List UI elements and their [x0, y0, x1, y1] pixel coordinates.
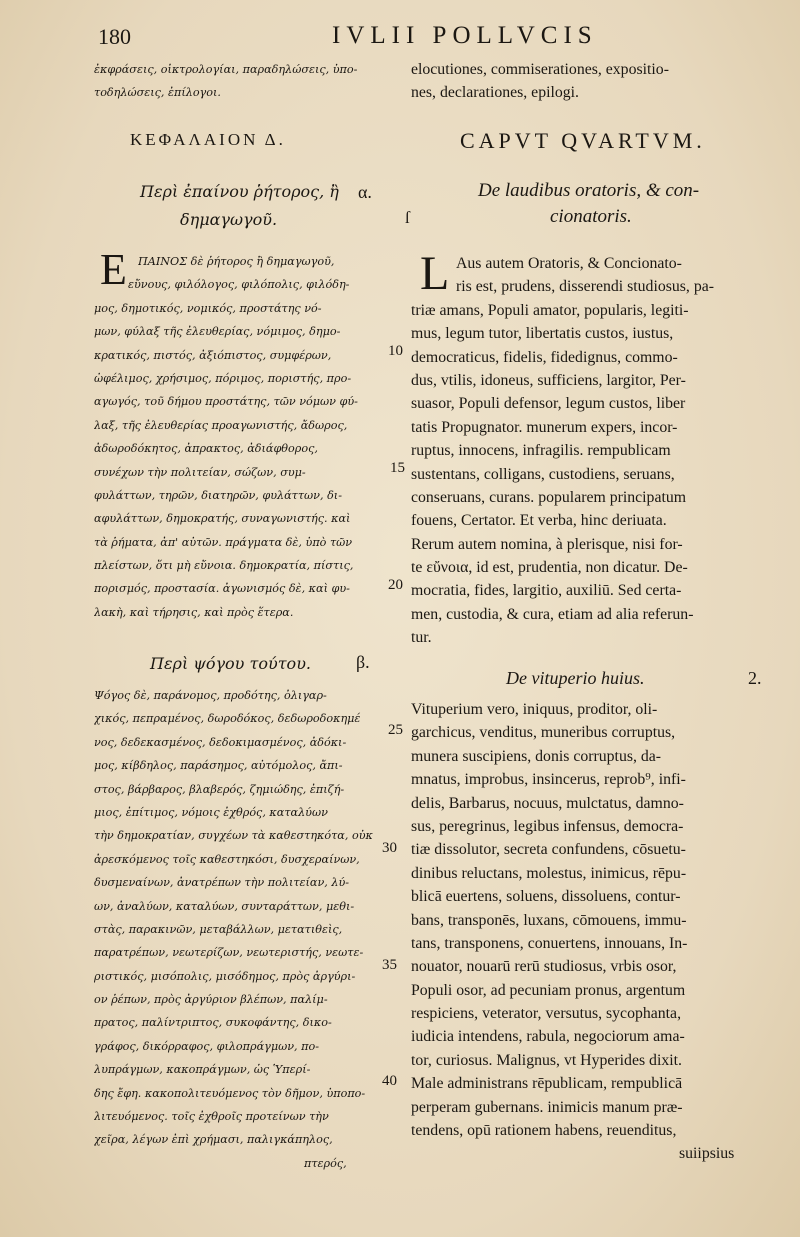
latin-line: perperam gubernans. inimicis manum præ-: [411, 1098, 683, 1116]
greek-line: ὠφέλιμος, χρήσιμος, πόριμος, ποριστής, προ-: [94, 371, 352, 385]
greek-line: πτερός,: [304, 1156, 347, 1170]
greek-line: τὴν δημοκρατίαν, συγχέων τὰ καθεστηκότα, οὐκ: [94, 829, 373, 843]
intro-latin-line: nes, declarationes, epilogi.: [411, 84, 580, 102]
greek-line: εὔνους, φιλόλογος, φιλόπολις, φιλόδη-: [128, 278, 350, 292]
latin-line: tor, curiosus. Malignus, vt Hyperides dixit.: [411, 1051, 682, 1069]
greek-line: λιτευόμενος. τοῖς ἐχθροῖς προτείνων τὴν: [94, 1110, 329, 1124]
chapter-heading-greek: ΚΕΦΑΛΑΙΟΝ Δ.: [130, 130, 286, 149]
latin-line: te εὔνοια, id est, prudentia, non dicatur. De-: [411, 559, 688, 577]
latin-line: fouens, Certator. Et verba, hinc deriuata.: [411, 512, 667, 530]
latin-line: tans, transponens, conuertens, innouans, In-: [411, 934, 688, 952]
latin-line: Populi osor, ad pecuniam pronus, argentum: [411, 981, 686, 999]
margin-mark: ſ: [405, 208, 410, 227]
section1-greek-body-second: [128, 273, 394, 296]
section1-greek-body-first: [138, 250, 394, 273]
greek-line: κρατικός, πιστός, ἀξιόπιστος, συμφέρων,: [94, 348, 332, 362]
greek-line: ἀρεσκόμενος τοῖς καθεστηκόσι, δυσχεραίνων,: [94, 852, 360, 866]
latin-line: tiæ dissolutor, secreta confundens, cōsuetu-: [411, 841, 686, 859]
greek-line: αφυλάττων, δημοκρατής, συναγωνιστής. καὶ: [94, 512, 351, 526]
greek-line: παρατρέπων, νεωτερίζων, νεωτεριστής, νεωτε-: [94, 946, 364, 960]
line-number: 15: [390, 460, 405, 476]
greek-line: τὰ ῥήματα, ἀπ' αὐτῶν. πράγματα δὲ, ὑπὸ τῶν: [94, 535, 353, 549]
latin-line: ruptus, innocens, infragilis. rempublicam: [411, 442, 671, 460]
line-number: 10: [388, 343, 403, 359]
section2-greek-title: Περὶ ψόγου τούτου.: [150, 654, 311, 673]
greek-line: μων, φύλαξ τῆς ἐλευθερίας, νόμιμος, δημο-: [94, 325, 341, 339]
latin-line: munera suscipiens, donis corruptus, da-: [411, 747, 662, 765]
latin-line: bans, transponēs, luxans, cōmouens, immu-: [411, 911, 687, 929]
latin-line: democraticus, fidelis, fidedignus, commo-: [411, 348, 678, 366]
greek-line: μος, κίβδηλος, παράσημος, αὐτόμολος, ἄπι-: [94, 759, 343, 773]
latin-drop-cap: L: [420, 247, 450, 300]
latin-line: delis, Barbarus, nocuus, mulctatus, damno-: [411, 794, 684, 812]
latin-line: dinibus reluctans, molestus, inimicus, rēpu-: [411, 864, 687, 882]
latin-line: men, custodia, & cura, etiam ad alia referun-: [411, 605, 694, 623]
greek-line: Ψόγος δὲ, παράνομος, προδότης, ὀλιγαρ-: [94, 689, 327, 702]
latin-line: respiciens, veterator, versutus, sycophanta,: [411, 1005, 682, 1023]
page-number: 180: [98, 24, 131, 49]
section1-greek-number: α.: [358, 182, 372, 202]
greek-line: νος, δεδεκασμένος, δεδοκιμασμένος, ἀδόκι-: [94, 735, 347, 749]
line-number: 20: [388, 577, 403, 593]
greek-line: δης ἔφη. κακοπολιτευόμενος τὸν δῆμον, ὑποπο-: [94, 1086, 366, 1100]
latin-line: Male administrans rēpublicam, rempublicā: [411, 1075, 683, 1093]
line-number: 35: [382, 957, 397, 973]
greek-line: ΠΑΙΝΟΣ δὲ ῥήτορος ἢ δημαγωγοῦ,: [138, 255, 335, 268]
latin-line: suasor, Populi defensor, legum custos, liber: [411, 395, 686, 413]
section2-greek-body: [94, 684, 390, 1175]
latin-line: tur.: [411, 629, 432, 647]
greek-line: δυσμεναίνων, ἀνατρέπων τὴν πολιτείαν, λύ-: [94, 876, 350, 890]
line-number: 25: [388, 722, 403, 738]
greek-line: ων, ἀναλύων, καταλύων, συνταράττων, μεθι-: [94, 899, 355, 913]
section2-latin-number: 2.: [748, 668, 762, 688]
greek-line: μιος, ἐπίτιμος, νόμοις ἐχθρός, καταλύων: [94, 805, 328, 819]
line-number: 30: [382, 840, 397, 856]
latin-line: sustentans, colligans, custodiens, seruans,: [411, 465, 675, 483]
latin-line: nouator, nouarū rerū studiosus, vrbis osor,: [411, 958, 677, 976]
greek-line: φυλάττων, τηρῶν, διατηρῶν, φυλάττων, δι-: [94, 488, 342, 502]
latin-line: sus, peregrinus, legibus infensus, democra-: [411, 817, 684, 835]
latin-line: Aus autem Oratoris, & Concionato-: [456, 255, 682, 272]
greek-line: στὰς, παρακινῶν, μεταβάλλων, μετατιθεὶς,: [94, 922, 343, 936]
intro-greek: [94, 58, 390, 105]
line-number: 40: [382, 1073, 397, 1089]
greek-drop-cap: Ε: [100, 245, 127, 294]
latin-line: mus, legum tutor, libertatis custos, iustus,: [411, 325, 674, 343]
intro-greek-line: ἐκφράσεις, οἰκτρολογίαι, παραδηλώσεις, ὑπο-: [94, 63, 358, 76]
section1-latin-body-first: [456, 252, 776, 299]
latin-line: conseruans, curans. popularem principatum: [411, 488, 687, 506]
latin-line: blicā euertens, soluens, dissoluens, contur-: [411, 888, 681, 906]
latin-line: suiipsius: [679, 1145, 735, 1163]
section2-greek-number: β.: [356, 652, 370, 672]
latin-line: Rerum autem nomina, à plerisque, nisi for-: [411, 535, 683, 553]
latin-line: mnatus, improbus, insincerus, reprob⁹, infi-: [411, 771, 686, 789]
latin-line: mocratia, fides, largitio, auxiliū. Sed certa-: [411, 582, 682, 600]
greek-line: χεῖρα, λέγων ἐπὶ χρήμασι, παλιγκάπηλος,: [94, 1133, 333, 1147]
latin-line: ris est, prudens, disserendi studiosus, pa-: [456, 278, 714, 296]
running-title: IVLII POLLVCIS: [332, 22, 598, 49]
greek-line: γράφος, δικόρραφος, φιλοπράγμων, πο-: [94, 1039, 320, 1053]
greek-line: συνέχων τὴν πολιτείαν, σώζων, συμ-: [94, 465, 306, 479]
greek-line: ἀδωροδόκητος, ἀπρακτος, ἀδιάφθορος,: [94, 442, 318, 456]
chapter-heading-latin: CAPVT QVARTVM.: [460, 128, 706, 153]
greek-line: μος, δημοτικός, νομικός, προστάτης νό-: [94, 301, 322, 315]
latin-line: dus, vtilis, idoneus, sufficiens, largitor, Per-: [411, 371, 686, 389]
greek-line: πορισμός, προστασία. ἀγωνισμός δὲ, καὶ φυ-: [94, 582, 350, 596]
line-numbers: [382, 0, 412, 1237]
greek-line: λυπράγμων, κακοπράγμων, ὡς Ὑπερί-: [94, 1063, 311, 1077]
section1-greek-body: [94, 297, 390, 624]
greek-line: ριστικός, μισόπολις, μισόδημος, πρὸς ἀργύρι-: [94, 969, 356, 983]
greek-line: ον ῥέπων, πρὸς ἀργύριον βλέπων, παλίμ-: [94, 993, 328, 1007]
latin-line: triæ amans, Populi amator, popularis, legiti-: [411, 301, 689, 319]
greek-line: λακὴ, καὶ τήρησις, καὶ πρὸς ἕτερα.: [94, 605, 294, 619]
greek-line: αγωγός, τοῦ δήμου προστάτης, τῶν νόμων φύ-: [94, 395, 358, 409]
section1-greek-title-line2: δημαγωγοῦ.: [180, 210, 278, 229]
greek-line: στος, βάρβαρος, βλαβερός, ζημιώδης, ἐπιζή-: [94, 782, 345, 796]
intro-greek-line: τοδηλώσεις, ἐπίλογοι.: [94, 86, 221, 100]
section2-latin-body: [411, 698, 775, 1166]
greek-line: πλείστων, ὅτι μὴ εὔνοια. δημοκρατία, πίστις,: [94, 559, 354, 573]
section1-greek-title-line1: Περὶ ἐπαίνου ῥήτορος, ἢ: [140, 182, 339, 201]
intro-latin-line: elocutiones, commiserationes, expositio-: [411, 61, 669, 78]
latin-line: tendens, opū rationem habens, reuenditus,: [411, 1122, 677, 1140]
latin-line: Vituperium vero, iniquus, proditor, oli-: [411, 701, 658, 718]
intro-latin: [411, 58, 775, 105]
section1-latin-title-line2: cionatoris.: [550, 206, 632, 227]
latin-line: tatis Propugnator. munerum expers, incor-: [411, 418, 678, 436]
section1-latin-body: [411, 299, 775, 650]
greek-line: λαξ, τῆς ἐλευθερίας προαγωνιστής, ἄδωρος,: [94, 418, 348, 432]
greek-line: πρατος, παλίντριπτος, συκοφάντης, δικο-: [94, 1016, 332, 1030]
section1-latin-title-line1: De laudibus oratoris, & con-: [478, 180, 700, 201]
latin-line: iudicia intendens, rabula, negociorum ama-: [411, 1028, 685, 1046]
latin-line: garchicus, venditus, muneribus corruptus,: [411, 724, 676, 742]
greek-line: χικός, πεπραμένος, δωροδόκος, δεδωροδοκημέ: [94, 712, 361, 726]
section2-latin-title: De vituperio huius.: [506, 668, 645, 688]
